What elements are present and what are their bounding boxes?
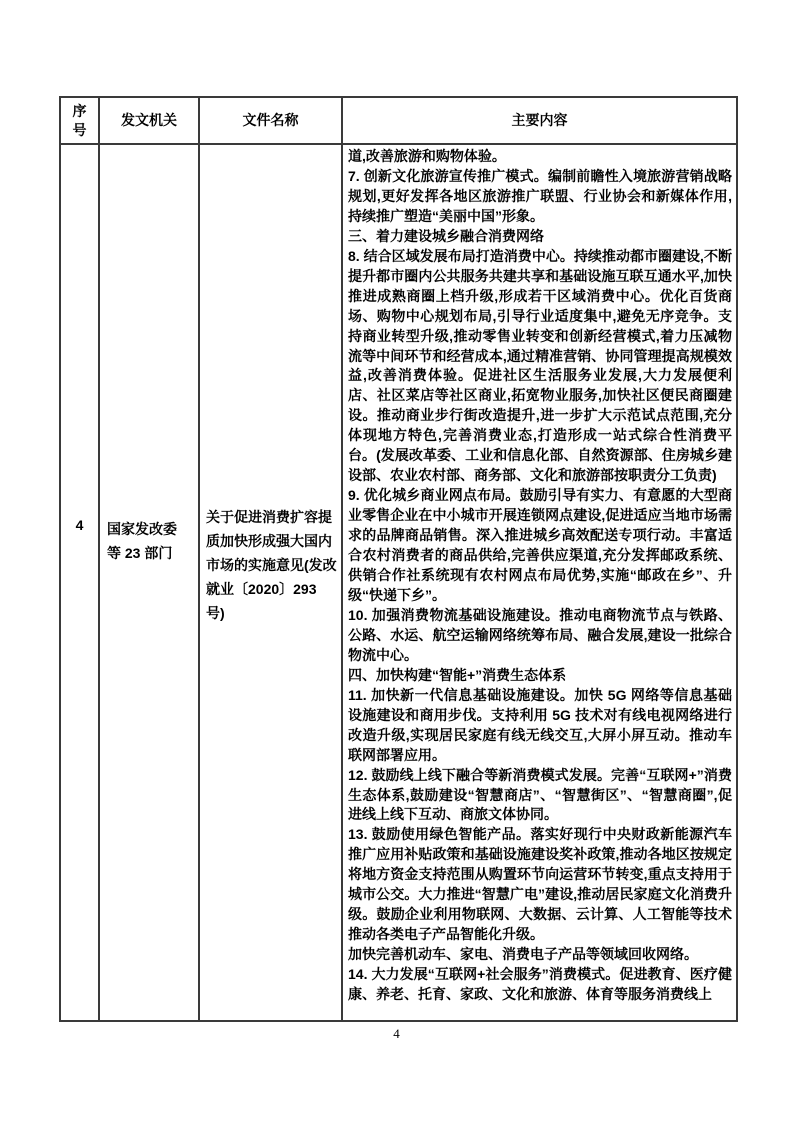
agency-line: 国家发改委 <box>107 521 177 537</box>
serial-cell <box>60 144 99 1021</box>
header-cell-main-content <box>342 97 737 144</box>
content-paragraph: 三、着力建设城乡融合消费网络 <box>348 227 544 244</box>
policy-document-table <box>59 96 738 1022</box>
header-cell-doc-name <box>199 97 342 144</box>
main-content-text <box>343 145 736 1020</box>
content-paragraph: 10. 加强消费物流基础设施建设。推动电商物流节点与铁路、公路、水运、航空运输网络统筹布局、融合发展,建设一批综合物流中心。 <box>348 606 732 663</box>
agency-cell <box>99 144 199 1021</box>
content-paragraph: 道,改善旅游和购物体验。 <box>348 148 506 164</box>
content-paragraph: 14. 大力发展“互联网+社会服务”消费模式。促进教育、医疗健康、养老、托育、家政、文化和旅游、体育等服务消费线上 <box>348 966 732 1003</box>
content-paragraph: 13. 鼓励使用绿色智能产品。落实好现行中央财政新能源汽车推广应用补贴政策和基础设施建设奖补政策,推动各地区按规定将地方资金支持范围从购置环节向运营环节转变,重点支持用于城市公交。大力推进“智慧广电”建设,推动居民家庭文化消费升级。鼓励企业利用物联网、大数据、云计算、人工智能等技术推动各类电子产品智能化升级。 <box>348 826 732 943</box>
doc-title-line: 质加快形成强大国内 <box>206 533 332 549</box>
table-row <box>60 144 737 1021</box>
content-paragraph: 9. 优化城乡商业网点布局。鼓励引导有实力、有意愿的大型商业零售企业在中小城市开展连锁网点建设,促进适应当地市场需求的品牌商品销售。深入推进城乡高效配送专项行动。丰富适合农村消费者的商品供给,完善供应渠道,充分发挥邮政系统、供销合作社系统现有农村网点布局优势,实施“邮政在乡”、升级“快递下乡”。 <box>348 487 732 603</box>
header-cell-serial <box>60 97 99 144</box>
header-cell-agency <box>99 97 199 144</box>
content-paragraph: 12. 鼓励线上线下融合等新消费模式发展。完善“互联网+”消费生态体系,鼓励建设“智慧商店”、“智慧街区”、“智慧商圈”,促进线上线下互动、商旅文体协同。 <box>348 766 732 823</box>
agency-text <box>100 517 198 565</box>
main-content-cell <box>342 144 737 1021</box>
agency-line: 等 23 部门 <box>107 545 173 561</box>
header-label-agency: 发文机关 <box>121 112 177 128</box>
content-paragraph: 7. 创新文化旅游宣传推广模式。编制前瞻性入境旅游营销战略规划,更好发挥各地区旅游推广联盟、行业协会和新媒体作用,持续推广塑造“美丽中国”形象。 <box>348 167 732 224</box>
table-header-row <box>60 97 737 144</box>
doc-title-line: 就业〔2020〕293 号) <box>206 581 317 621</box>
content-paragraph: 8. 结合区域发展布局打造消费中心。持续推动都市圈建设,不断提升都市圈内公共服务共建共享和基础设施互联互通水平,加快推进成熟商圈上档升级,形成若干区域消费中心。优化百货商场、购物中心规划布局,引导行业适度集中,避免无序竞争。支持商业转型升级,推动零售业转变和创新经营模式,着力压减物流等中间环节和经营成本,通过精准营销、协同管理提高规模效益,改善消费体验。促进社区生活服务业发展,大力发展便利店、社区菜店等社区商业,拓宽物业服务,加快社区便民商圈建设。推动商业步行街改造提升,进一步扩大示范试点范围,充分体现地方特色,完善消费业态,打造形成一站式综合性消费平台。(发展改革委、工业和信息化部、自然资源部、住房城乡建设部、农业农村部、商务部、文化和旅游部按职责分工负责) <box>348 247 732 484</box>
doc-title-line: 市场的实施意见(发改 <box>206 557 337 573</box>
header-label-serial: 序号 <box>72 102 87 138</box>
doc-name-cell <box>199 144 342 1021</box>
header-label-main-content: 主要内容 <box>511 112 568 128</box>
doc-title-line: 关于促进消费扩容提 <box>206 509 332 525</box>
doc-title-text <box>200 505 341 625</box>
header-label-doc-name: 文件名称 <box>242 112 299 128</box>
serial-number: 4 <box>75 517 84 533</box>
content-paragraph: 加快完善机动车、家电、消费电子产品等领域回收网络。 <box>348 946 698 963</box>
content-paragraph: 四、加快构建“智能+”消费生态体系 <box>348 666 567 683</box>
content-paragraph: 11. 加快新一代信息基础设施建设。加快 5G 网络等信息基础设施建设和商用步伐。支持利用 5G 技术对有线电视网络进行改造升级,实现居民家庭有线无线交互,大屏小屏互动。推动车联网部署应用。 <box>348 686 732 763</box>
page-number: 4 <box>393 1026 400 1041</box>
